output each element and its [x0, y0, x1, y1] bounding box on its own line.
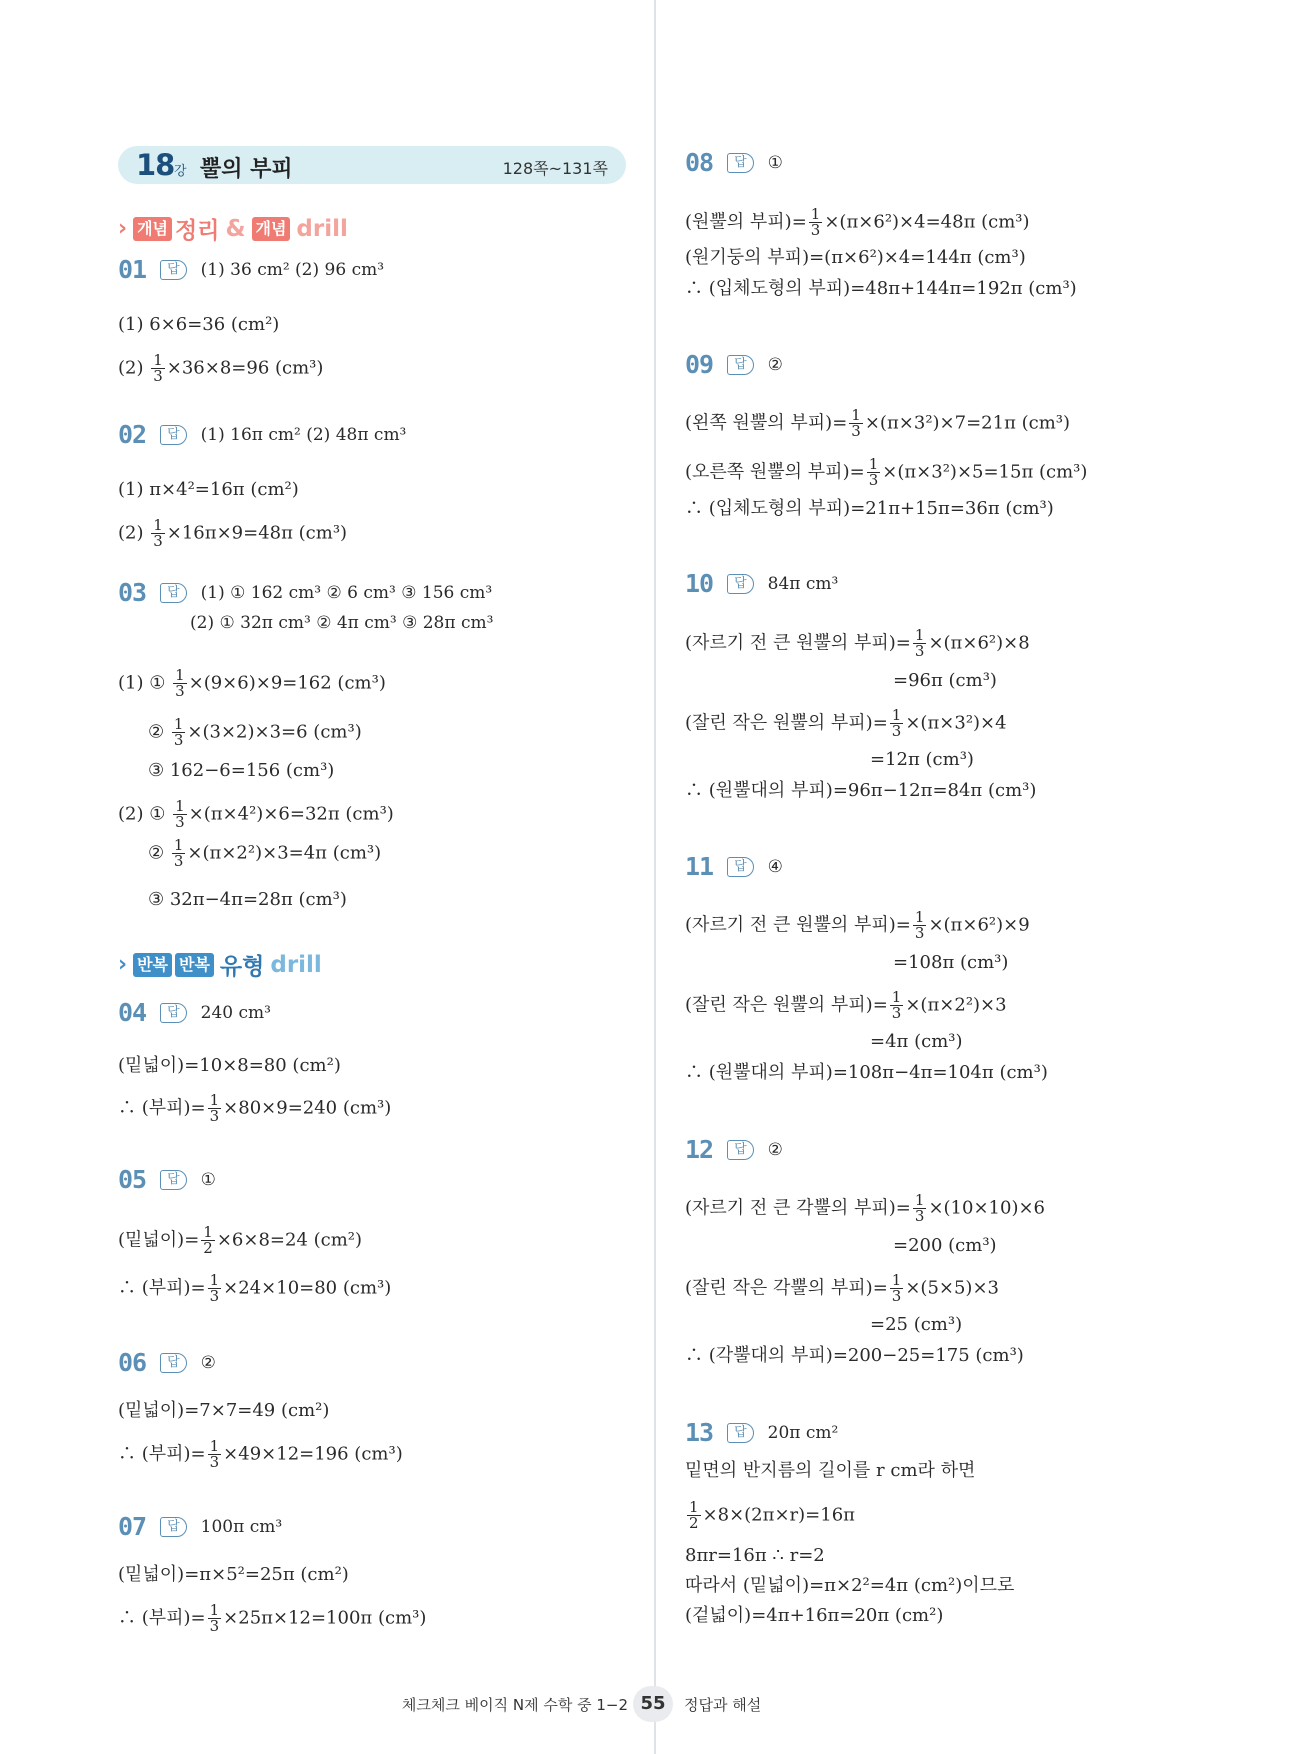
- solution-line: [118, 1273, 391, 1304]
- fraction-numerator: 1: [209, 1601, 220, 1619]
- solution-text: (밑넓이)=10×8=80 (cm²): [118, 1055, 341, 1076]
- solution-text: (1) 6×6=36 (cm²): [118, 314, 280, 335]
- fraction-numerator: 1: [914, 626, 925, 644]
- solution-text: ③ 32π−4π=28π (cm³): [148, 889, 347, 910]
- fraction: [208, 1273, 222, 1304]
- section-concept-drill: [118, 212, 348, 245]
- fraction: [913, 1193, 927, 1224]
- solution-text: (자르기 전 큰 각뿔의 부피)=: [685, 1197, 911, 1219]
- fraction: [151, 353, 165, 384]
- lesson-title: 뿔의 부피: [200, 157, 293, 182]
- solution-text: ×(π×3²)×4: [905, 712, 1007, 734]
- answer-value: (1) 36 cm² (2) 96 cm³: [200, 259, 385, 280]
- footer-section: 정답과 해설: [684, 1696, 762, 1714]
- solution-text: ×(π×2²)×3=4π (cm³): [187, 842, 382, 864]
- solution-line: [685, 1460, 975, 1482]
- solution-text: ×6×8=24 (cm²): [216, 1229, 363, 1251]
- solution-text: =25 (cm³): [870, 1314, 963, 1335]
- solution-text: (1) ①: [118, 672, 172, 694]
- solution-line: [685, 780, 1036, 802]
- question-number: 05: [118, 1165, 147, 1194]
- fraction-denominator: 3: [175, 682, 185, 700]
- repeat-box-2: 반복: [175, 953, 214, 977]
- fraction: [151, 518, 165, 549]
- solution-text: 8πr=16π ∴ r=2: [685, 1545, 825, 1566]
- solution-line: [893, 1235, 997, 1257]
- fraction-numerator: 1: [175, 797, 185, 815]
- answer-value: ①: [767, 152, 783, 173]
- solution-text: ×80×9=240 (cm³): [223, 1097, 392, 1119]
- solution-text: ×(π×6²)×4=48π (cm³): [824, 211, 1030, 233]
- answer-label-icon: 답: [727, 574, 754, 594]
- solution-line: [685, 1575, 1014, 1597]
- solution-line: [685, 207, 1030, 238]
- solution-line: [685, 708, 1007, 739]
- answer-label-icon: 답: [160, 1517, 187, 1537]
- solution-text: ×(5×5)×3: [905, 1277, 999, 1299]
- solution-text: ②: [148, 721, 170, 743]
- solution-line: [118, 1564, 349, 1586]
- fraction: [890, 708, 904, 739]
- fraction: [890, 1273, 904, 1304]
- solution-text: =108π (cm³): [893, 952, 1009, 973]
- question-number: 03: [118, 578, 147, 607]
- repeat-word-2: drill: [270, 951, 322, 978]
- page-number: 55: [633, 1686, 673, 1722]
- solution-line: [685, 910, 1030, 941]
- fraction: [867, 457, 881, 488]
- concept-box-2: 개념: [252, 217, 291, 241]
- question-01-header: [118, 255, 384, 284]
- solution-text: (2) ①: [118, 803, 172, 825]
- solution-text: ×16π×9=48π (cm³): [166, 522, 348, 544]
- solution-text: ②: [148, 842, 170, 864]
- fraction-denominator: 3: [891, 722, 902, 740]
- question-number: 08: [685, 148, 714, 177]
- solution-text: ×(π×4²)×6=32π (cm³): [188, 803, 394, 825]
- solution-line: [685, 990, 1007, 1021]
- solution-line: [685, 1500, 855, 1531]
- answer-value: ②: [767, 354, 783, 375]
- answer-value: 240 cm³: [200, 1002, 271, 1023]
- solution-text: ∴ (원뿔대의 부피)=96π−12π=84π (cm³): [685, 780, 1037, 801]
- solution-text: =200 (cm³): [893, 1235, 997, 1256]
- solution-line: [118, 479, 299, 501]
- answer-value: ②: [200, 1352, 216, 1373]
- repeat-word-1: 유형: [219, 954, 265, 980]
- question-number: 06: [118, 1348, 147, 1377]
- solution-text: ×(π×2²)×3: [905, 994, 1007, 1016]
- solution-line: [148, 760, 334, 782]
- column-divider: [654, 0, 656, 1754]
- solution-line: [118, 1225, 362, 1256]
- answer-value: 20π cm²: [767, 1422, 839, 1443]
- section-repeat-drill: [118, 948, 322, 981]
- solution-text: ×(9×6)×9=162 (cm³): [188, 672, 386, 694]
- question-09-header: [685, 350, 783, 379]
- lesson-unit: 강: [174, 164, 187, 179]
- concept-word-2: drill: [296, 215, 348, 242]
- question-07-header: [118, 1512, 282, 1541]
- solution-text: ×36×8=96 (cm³): [166, 357, 324, 379]
- answer-label-icon: 답: [160, 1353, 187, 1373]
- fraction: [173, 799, 187, 830]
- solution-line: [893, 952, 1008, 974]
- fraction-denominator: 3: [914, 1207, 925, 1225]
- fraction-denominator: 3: [153, 532, 163, 550]
- fraction-numerator: 1: [209, 1271, 220, 1289]
- answer-label-icon: 답: [727, 355, 754, 375]
- question-number: 13: [685, 1418, 714, 1447]
- fraction: [687, 1500, 701, 1531]
- fraction-numerator: 1: [153, 351, 163, 369]
- solution-line: [685, 1605, 943, 1627]
- fraction-numerator: 1: [175, 666, 185, 684]
- fraction: [913, 910, 927, 941]
- solution-text: (자르기 전 큰 원뿔의 부피)=: [685, 632, 911, 654]
- question-number: 04: [118, 998, 147, 1027]
- solution-text: (잘린 작은 각뿔의 부피)=: [685, 1277, 888, 1299]
- fraction-numerator: 1: [209, 1437, 220, 1455]
- question-number: 01: [118, 255, 147, 284]
- solution-text: (밑넓이)=π×5²=25π (cm²): [118, 1564, 349, 1585]
- solution-text: ×(3×2)×3=6 (cm³): [187, 721, 362, 743]
- answer-value: 100π cm³: [200, 1516, 283, 1537]
- solution-text: =96π (cm³): [893, 670, 997, 691]
- fraction-denominator: 3: [810, 221, 821, 239]
- answer-value-2: (2) ① 32π cm³ ② 4π cm³ ③ 28π cm³: [190, 613, 494, 633]
- fraction-numerator: 1: [891, 706, 902, 724]
- solution-line: [148, 889, 347, 911]
- fraction-numerator: 1: [914, 1191, 925, 1209]
- solution-text: ×(π×6²)×8: [928, 632, 1030, 654]
- fraction-numerator: 1: [914, 908, 925, 926]
- solution-line: [685, 1273, 999, 1304]
- fraction-denominator: 3: [891, 1004, 902, 1022]
- solution-text: ∴ (입체도형의 부피)=21π+15π=36π (cm³): [685, 498, 1054, 519]
- solution-text: ∴ (각뿔대의 부피)=200−25=175 (cm³): [685, 1345, 1024, 1366]
- footer-book-title: 체크체크 베이직 N제 수학 중 1−2: [401, 1696, 628, 1714]
- solution-line: [870, 749, 974, 771]
- answer-value: ②: [767, 1139, 783, 1160]
- fraction-denominator: 3: [914, 924, 925, 942]
- concept-box-1: 개념: [133, 217, 172, 241]
- question-number: 07: [118, 1512, 147, 1541]
- solution-line: [118, 1439, 403, 1470]
- solution-text: ×(π×6²)×9: [928, 914, 1030, 936]
- solution-line: [118, 314, 279, 336]
- question-06-header: [118, 1348, 216, 1377]
- fraction-denominator: 3: [173, 731, 184, 749]
- answer-label-icon: 답: [160, 583, 187, 603]
- solution-line: [148, 838, 381, 869]
- solution-text: ×24×10=80 (cm³): [223, 1277, 392, 1299]
- question-number: 10: [685, 569, 714, 598]
- solution-text: ×(π×3²)×7=21π (cm³): [864, 412, 1071, 434]
- fraction-denominator: 3: [891, 1287, 902, 1305]
- solution-line: [685, 408, 1070, 439]
- question-13-header: [685, 1418, 838, 1447]
- solution-line: [685, 457, 1087, 488]
- fraction: [849, 408, 863, 439]
- fraction: [809, 207, 823, 238]
- solution-line: [118, 668, 386, 699]
- question-12-header: [685, 1135, 783, 1164]
- solution-line: [118, 1093, 391, 1124]
- solution-line: [685, 1062, 1048, 1084]
- fraction-numerator: 1: [851, 406, 861, 424]
- solution-line: [148, 717, 362, 748]
- fraction-numerator: 1: [810, 205, 821, 223]
- fraction-denominator: 3: [175, 813, 185, 831]
- answer-label-icon: 답: [160, 1003, 187, 1023]
- solution-text: ∴ (부피)=: [118, 1097, 206, 1119]
- solution-text: =12π (cm³): [870, 749, 974, 770]
- solution-text: (원기둥의 부피)=(π×6²)×4=144π (cm³): [685, 247, 1026, 268]
- fraction: [208, 1603, 222, 1634]
- fraction-numerator: 1: [203, 1223, 213, 1241]
- solution-text: (2): [118, 522, 150, 544]
- fraction: [208, 1093, 222, 1124]
- solution-text: (원뿔의 부피)=: [685, 211, 807, 233]
- solution-text: ③ 162−6=156 (cm³): [148, 760, 335, 781]
- concept-amp: &: [225, 215, 246, 242]
- lesson-pages: 128쪽~131쪽: [502, 159, 608, 178]
- solution-line: [685, 278, 1077, 300]
- chevron-right-icon: ›: [118, 952, 128, 977]
- fraction-numerator: 1: [891, 1271, 902, 1289]
- fraction-denominator: 3: [209, 1287, 220, 1305]
- fraction-numerator: 1: [173, 715, 184, 733]
- solution-text: (잘린 작은 원뿔의 부피)=: [685, 712, 888, 734]
- fraction: [172, 838, 186, 869]
- solution-text: ∴ (부피)=: [118, 1277, 206, 1299]
- solution-line: [118, 1055, 341, 1077]
- solution-text: =4π (cm³): [870, 1031, 963, 1052]
- solution-text: (자르기 전 큰 원뿔의 부피)=: [685, 914, 911, 936]
- solution-line: [118, 353, 323, 384]
- fraction-numerator: 1: [173, 836, 184, 854]
- solution-text: (겉넓이)=4π+16π=20π (cm²): [685, 1605, 944, 1626]
- fraction: [913, 628, 927, 659]
- solution-text: (왼쪽 원뿔의 부피)=: [685, 412, 848, 434]
- answer-label-icon: 답: [727, 1423, 754, 1443]
- solution-text: (밑넓이)=: [118, 1229, 200, 1251]
- answer-value: ①: [200, 1169, 216, 1190]
- solution-text: (밑넓이)=7×7=49 (cm²): [118, 1400, 330, 1421]
- question-04-header: [118, 998, 271, 1027]
- chevron-right-icon: ›: [118, 216, 128, 241]
- solution-text: ∴ (부피)=: [118, 1443, 206, 1465]
- fraction-denominator: 3: [914, 642, 925, 660]
- solution-text: (1) π×4²=16π (cm²): [118, 479, 299, 500]
- solution-text: ×8×(2π×r)=16π: [702, 1504, 855, 1526]
- solution-line: [870, 1031, 963, 1053]
- answer-label-icon: 답: [160, 1170, 187, 1190]
- solution-line: [893, 670, 997, 692]
- solution-line: [118, 1603, 426, 1634]
- solution-line: [685, 1193, 1045, 1224]
- fraction-denominator: 3: [868, 471, 879, 489]
- answer-label-icon: 답: [727, 857, 754, 877]
- question-number: 09: [685, 350, 714, 379]
- solution-text: ×25π×12=100π (cm³): [223, 1607, 427, 1629]
- solution-line: [870, 1314, 962, 1336]
- repeat-box-1: 반복: [133, 953, 172, 977]
- fraction: [890, 990, 904, 1021]
- solution-text: ∴ (부피)=: [118, 1607, 206, 1629]
- answer-value: (1) 16π cm² (2) 48π cm³: [200, 424, 407, 445]
- fraction-denominator: 2: [203, 1239, 213, 1257]
- fraction: [208, 1439, 222, 1470]
- question-03-header: [118, 578, 492, 607]
- solution-line: [685, 247, 1026, 269]
- lesson-number: 18: [136, 148, 175, 182]
- answer-value: 84π cm³: [767, 573, 839, 594]
- solution-text: (오른쪽 원뿔의 부피)=: [685, 461, 865, 483]
- question-number: 02: [118, 420, 147, 449]
- solution-line: [118, 799, 394, 830]
- fraction-denominator: 3: [851, 422, 861, 440]
- solution-line: [118, 518, 347, 549]
- concept-word-1: 정리: [175, 218, 220, 244]
- solution-line: [685, 628, 1030, 659]
- question-08-header: [685, 148, 783, 177]
- solution-line: [685, 498, 1054, 520]
- solution-text: ∴ (원뿔대의 부피)=108π−4π=104π (cm³): [685, 1062, 1048, 1083]
- question-number: 11: [685, 852, 714, 881]
- fraction-numerator: 1: [209, 1091, 220, 1109]
- fraction-denominator: 3: [209, 1617, 220, 1635]
- solution-text: ×(10×10)×6: [928, 1197, 1046, 1219]
- solution-text: 밑면의 반지름의 길이를 r cm라 하면: [685, 1460, 976, 1481]
- fraction-numerator: 1: [891, 988, 902, 1006]
- solution-text: ∴ (입체도형의 부피)=48π+144π=192π (cm³): [685, 278, 1077, 299]
- lesson-header: [118, 146, 626, 184]
- fraction: [201, 1225, 215, 1256]
- answer-label-icon: 답: [727, 1140, 754, 1160]
- fraction-denominator: 3: [209, 1107, 220, 1125]
- question-11-header: [685, 852, 783, 881]
- solution-text: ×(π×3²)×5=15π (cm³): [882, 461, 1088, 483]
- solution-line: [118, 1400, 329, 1422]
- question-05-header: [118, 1165, 216, 1194]
- answer-value: ④: [767, 856, 783, 877]
- question-number: 12: [685, 1135, 714, 1164]
- fraction-numerator: 1: [868, 455, 879, 473]
- solution-line: [685, 1345, 1024, 1367]
- solution-text: (2): [118, 357, 150, 379]
- fraction: [173, 668, 187, 699]
- fraction: [172, 717, 186, 748]
- solution-line: [685, 1545, 825, 1567]
- fraction-denominator: 3: [153, 367, 163, 385]
- question-10-header: [685, 569, 838, 598]
- fraction-denominator: 2: [689, 1514, 699, 1532]
- answer-value: (1) ① 162 cm³ ② 6 cm³ ③ 156 cm³: [200, 582, 493, 603]
- fraction-denominator: 3: [173, 852, 184, 870]
- answer-label-icon: 답: [160, 260, 187, 280]
- answer-label-icon: 답: [727, 153, 754, 173]
- fraction-numerator: 1: [689, 1498, 699, 1516]
- answer-label-icon: 답: [160, 425, 187, 445]
- solution-text: ×49×12=196 (cm³): [223, 1443, 403, 1465]
- question-02-header: [118, 420, 406, 449]
- fraction-numerator: 1: [153, 516, 163, 534]
- solution-text: 따라서 (밑넓이)=π×2²=4π (cm²)이므로: [685, 1575, 1015, 1596]
- solution-text: (잘린 작은 원뿔의 부피)=: [685, 994, 888, 1016]
- fraction-denominator: 3: [209, 1453, 220, 1471]
